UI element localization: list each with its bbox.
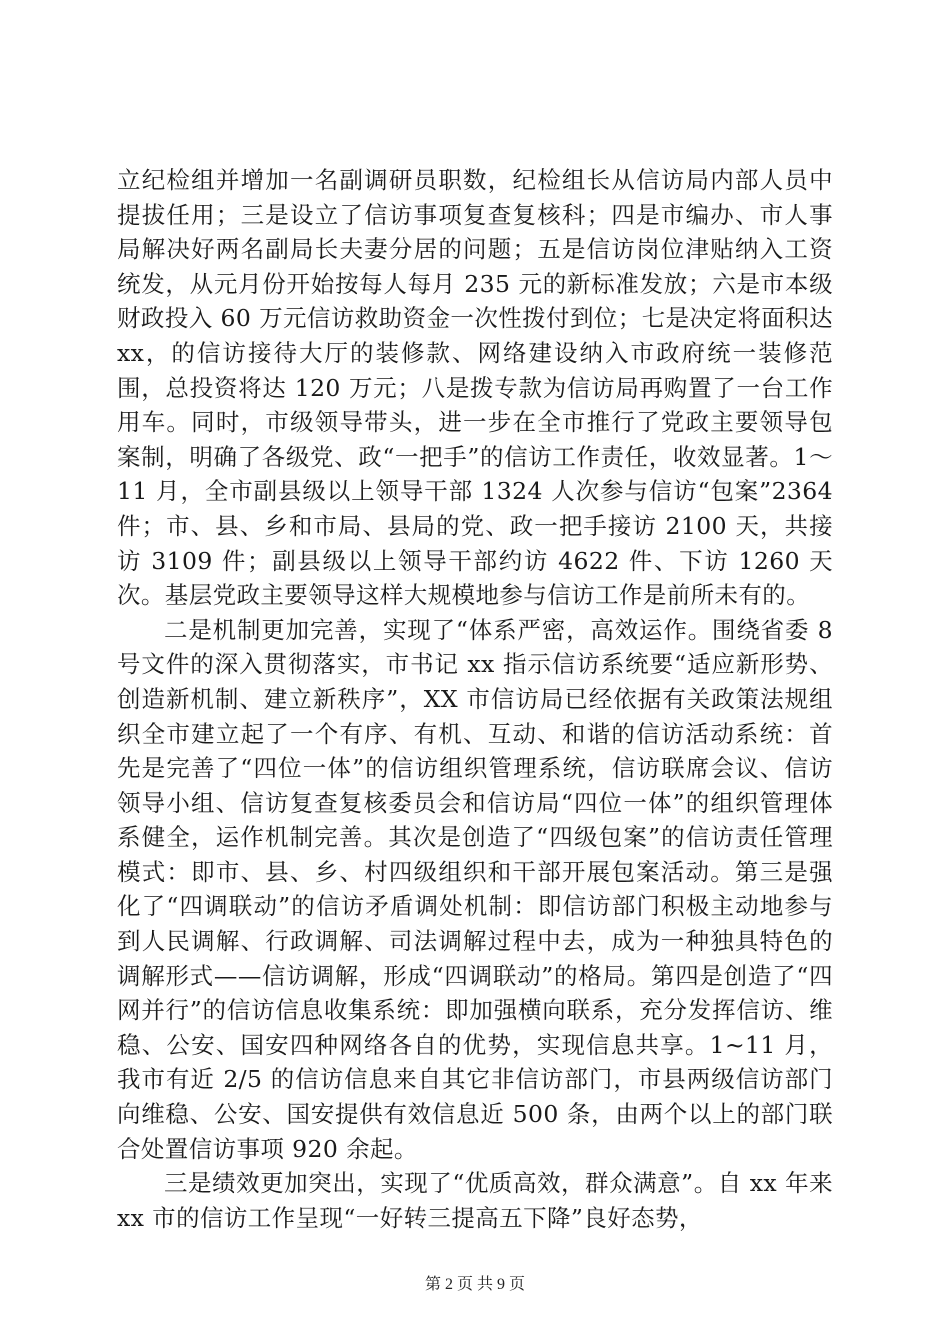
paragraph-1: 立纪检组并增加一名副调研员职数，纪检组长从信访局内部人员中提拔任用；三是设立了信访事项复查复核科；四是市编办、市人事局解决好两名副局长夫妻分居的问题；五是信访岗位津贴纳入工资统发，从元月份开始按每人每月 235 元的新标准发放；六是市本级财政投入 60 万元信访救助资金一次性拨付到位；七是决定将面积达 xx，的信访接待大厅的装修款、网络建设纳入市政府统一装修范围，总投资将达 120 万元；八是拨专款为信访局再购置了一台工作用车。同时，市级领导带头，进一步在全市推行了党政主要领导包案制，明确了各级党、政“一把手”的信访工作责任，收效显著。1～11 月，全市副县级以上领导干部 1324 人次参与信访“包案”2364 件；市、县、乡和市局、县局的党、政一把手接访 2100 天，共接访 3109 件；副县级以上领导干部约访 4622 件、下访 1260 天次。基层党政主要领导这样大规模地参与信访工作是前所未有的。 (117, 166, 833, 610)
paragraph-3: 三是绩效更加突出，实现了“优质高效，群众满意”。自 xx 年来 xx 市的信访工作呈现“一好转三提高五下降”良好态势， (117, 1169, 833, 1232)
document-body (117, 163, 833, 1235)
page-footer: 第 2 页 共 9 页 (424, 1276, 525, 1293)
paragraph-2: 二是机制更加完善，实现了“体系严密，高效运作。围绕省委 8 号文件的深入贯彻落实，市书记 xx 指示信访系统要“适应新形势、创造新机制、建立新秩序”，XX 市信访局已经依据有关政策法规组织全市建立起了一个有序、有机、互动、和谐的信访活动系统：首先是完善了“四位一体”的信访组织管理系统，信访联席会议、信访领导小组、信访复查复核委员会和信访局“四位一体”的组织管理体系健全，运作机制完善。其次是创造了“四级包案”的信访责任管理模式：即市、县、乡、村四级组织和干部开展包案活动。第三是强化了“四调联动”的信访矛盾调处机制：即信访部门积极主动地参与到人民调解、行政调解、司法调解过程中去，成为一种独具特色的调解形式——信访调解，形成“四调联动”的格局。第四是创造了“四网并行”的信访信息收集系统：即加强横向联系，充分发挥信访、维稳、公安、国安四种网络各自的优势，实现信息共享。1~11 月，我市有近 2/5 的信访信息来自其它非信访部门，市县两级信访部门向维稳、公安、国安提供有效信息近 500 条，由两个以上的部门联合处置信访事项 920 余起。 (117, 615, 833, 1163)
